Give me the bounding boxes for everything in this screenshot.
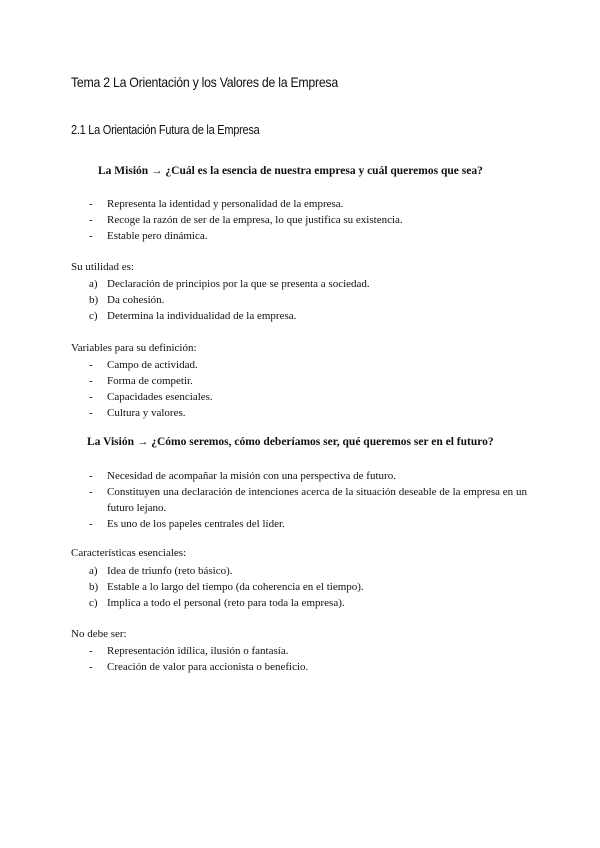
dash-marker: - (89, 486, 93, 498)
dash-marker: - (89, 359, 93, 371)
list-item (71, 308, 527, 324)
list-item (71, 373, 527, 389)
list-item-text: Idea de triunfo (reto básico). (107, 565, 233, 577)
dash-marker: - (89, 375, 93, 387)
variables-list (71, 357, 527, 421)
section-heading: 2.1 La Orientación Futura de la Empresa (71, 123, 260, 137)
list-item-text: Recoge la razón de ser de la empresa, lo que justifica su existencia. (107, 214, 403, 226)
list-item (71, 484, 527, 516)
utilidad-label: Su utilidad es: (71, 261, 134, 273)
list-item-text: Campo de actividad. (107, 359, 198, 371)
list-item-text: Representación idílica, ilusión o fantasía. (107, 645, 289, 657)
list-item (71, 212, 527, 228)
dash-marker: - (89, 230, 93, 242)
dash-marker: - (89, 470, 93, 482)
list-item-text: Da cohesión. (107, 294, 165, 306)
letter-marker: b) (89, 294, 99, 306)
list-item-text: Creación de valor para accionista o beneficio. (107, 661, 309, 673)
list-item-text: Determina la individualidad de la empresa. (107, 310, 297, 322)
list-item (71, 659, 527, 675)
mision-question: La Misión → ¿Cuál es la esencia de nuestra empresa y cuál queremos que sea? (98, 165, 483, 177)
letter-marker: a) (89, 565, 98, 577)
list-item (71, 595, 527, 611)
list-item (71, 405, 527, 421)
list-item-text: Constituyen una declaración de intenciones acerca de la situación deseable de la empresa en un futuro lejano. (107, 486, 527, 514)
caracteristicas-label: Características esenciales: (71, 547, 187, 559)
list-item-text: Representa la identidad y personalidad de la empresa. (107, 198, 344, 210)
list-item-text: Necesidad de acompañar la misión con una perspectiva de futuro. (107, 470, 396, 482)
variables-label: Variables para su definición: (71, 342, 197, 354)
list-item (71, 579, 527, 595)
list-item (71, 196, 527, 212)
list-item-text: Declaración de principios por la que se presenta a sociedad. (107, 278, 370, 290)
list-item (71, 292, 527, 308)
caracteristicas-list (71, 563, 527, 611)
list-item-text: Cultura y valores. (107, 407, 186, 419)
no-debe-label: No debe ser: (71, 628, 127, 640)
dash-marker: - (89, 214, 93, 226)
list-item (71, 357, 527, 373)
list-item (71, 516, 527, 532)
dash-marker: - (89, 661, 93, 673)
letter-marker: a) (89, 278, 98, 290)
letter-marker: b) (89, 581, 99, 593)
utilidad-list (71, 276, 527, 324)
list-item (71, 228, 527, 244)
mision-bullet-list (71, 196, 527, 244)
document-title: Tema 2 La Orientación y los Valores de la Empresa (71, 74, 338, 90)
vision-question: La Visión → ¿Cómo seremos, cómo deberíamos ser, qué queremos ser en el futuro? (87, 436, 494, 448)
dash-marker: - (89, 407, 93, 419)
list-item-text: Implica a todo el personal (reto para toda la empresa). (107, 597, 345, 609)
list-item (71, 468, 527, 484)
letter-marker: c) (89, 310, 98, 322)
dash-marker: - (89, 198, 93, 210)
list-item (71, 643, 527, 659)
no-debe-list (71, 643, 527, 675)
dash-marker: - (89, 391, 93, 403)
letter-marker: c) (89, 597, 98, 609)
list-item-text: Estable a lo largo del tiempo (da coherencia en el tiempo). (107, 581, 364, 593)
dash-marker: - (89, 518, 93, 530)
list-item-text: Es uno de los papeles centrales del líder. (107, 518, 285, 530)
vision-bullet-list (71, 468, 527, 532)
list-item (71, 276, 527, 292)
list-item (71, 389, 527, 405)
list-item-text: Forma de competir. (107, 375, 193, 387)
list-item-text: Estable pero dinámica. (107, 230, 208, 242)
list-item (71, 563, 527, 579)
dash-marker: - (89, 645, 93, 657)
list-item-text: Capacidades esenciales. (107, 391, 213, 403)
